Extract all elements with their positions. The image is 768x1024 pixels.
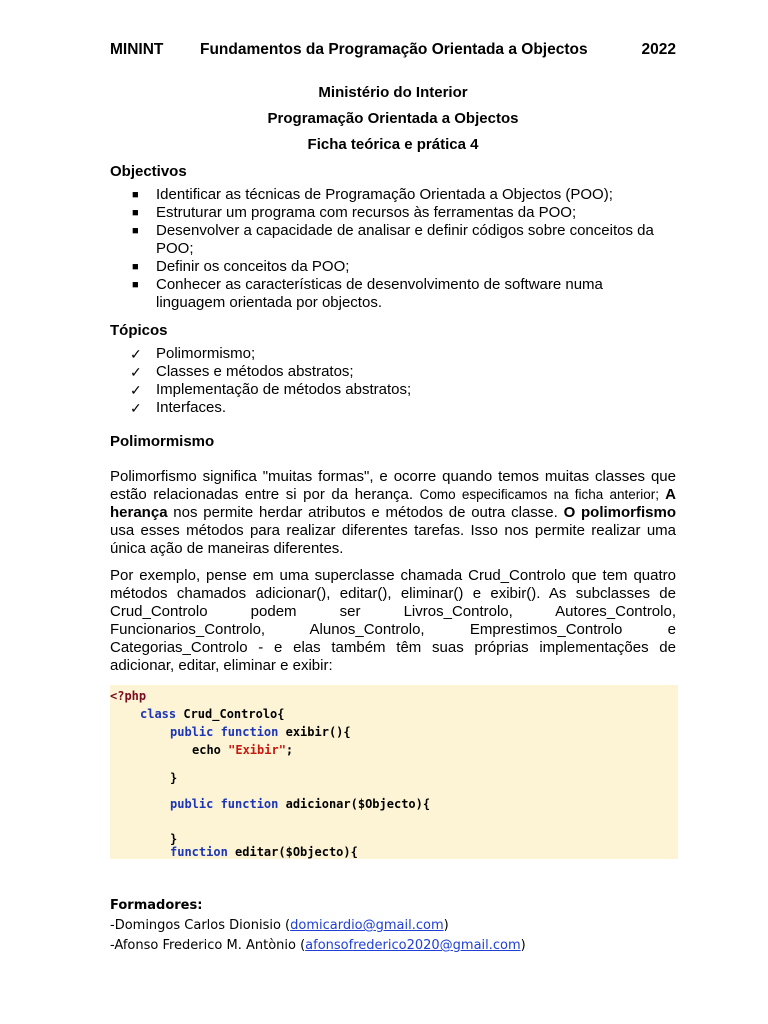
list-item: ■ Definir os conceitos da POO; [132, 258, 350, 275]
list-item: ■ Estruturar um programa com recursos às ferramentas da POO; [132, 204, 577, 221]
trainer-2: -Afonso Frederico M. Antònio (afonsofrederico2020@gmail.com) [110, 938, 526, 953]
list-item: ✓ Polimormismo; [130, 345, 256, 362]
checkmark-icon: ✓ [130, 400, 142, 416]
list-item: ■ Desenvolver a capacidade de analisar e definir códigos sobre conceitos da POO; [132, 222, 654, 257]
polymorphism-paragraph-2: Por exemplo, pense em uma superclasse chamada Crud_Controlo que tem quatro métodos chamados adicionar(), editar(), eliminar() e exibir(). As subclasses de Crud_Controlo podem ser Livros_Controlo, Autores_Controlo, Funcionarios_Controlo, Alunos_Controlo, Emprestimos_Controlo e Categorias_Controlo - e elas também têm suas próprias implementações de adicionar, editar, eliminar e exibir: [110, 567, 676, 674]
ministry-title: Ministério do Interior [318, 84, 468, 101]
list-item: ✓ Interfaces. [130, 399, 227, 416]
header-org: MININT [110, 41, 164, 58]
trainers-footer [110, 896, 676, 956]
checkmark-icon: ✓ [130, 364, 142, 380]
code-line-7: } [170, 832, 178, 846]
checkmark-icon: ✓ [130, 346, 142, 362]
trainer-1: -Domingos Carlos Dionisio (domicardio@gmail.com) [110, 918, 449, 933]
square-bullet-icon: ■ [132, 225, 139, 237]
code-line-1: <?php [110, 689, 147, 703]
code-line-6: public function adicionar($Objecto){ [170, 797, 431, 811]
square-bullet-icon: ■ [132, 207, 139, 219]
square-bullet-icon: ■ [132, 279, 139, 291]
code-line-8: function editar($Objecto){ [170, 845, 358, 859]
code-line-2: class Crud_Controlo{ [140, 707, 285, 721]
list-item: ✓ Implementação de métodos abstratos; [130, 381, 412, 398]
topics-heading: Tópicos [110, 322, 168, 339]
list-item: ■ Conhecer as características de desenvolvimento de software numa linguagem orientada por objectos. [132, 276, 603, 311]
list-item: ✓ Classes e métodos abstratos; [130, 363, 354, 380]
square-bullet-icon: ■ [132, 261, 139, 273]
code-line-3: public function exibir(){ [170, 725, 351, 739]
square-bullet-icon: ■ [132, 189, 139, 201]
document-body [110, 84, 676, 859]
code-line-5: } [170, 771, 178, 785]
polymorphism-heading: Polimormismo [110, 433, 215, 450]
trainer-2-email-link[interactable]: afonsofrederico2020@gmail.com [305, 938, 521, 953]
list-item: ■ Identificar as técnicas de Programação Orientada a Objectos (POO); [132, 186, 613, 203]
header-year: 2022 [641, 41, 676, 58]
trainers-title: Formadores: [110, 898, 203, 913]
subject-title: Programação Orientada a Objectos [267, 110, 519, 127]
checkmark-icon: ✓ [130, 382, 142, 398]
objectives-list [110, 186, 676, 312]
code-block [110, 685, 678, 859]
topics-list [110, 345, 676, 417]
code-line-4: echo "Exibir"; [192, 743, 294, 757]
trainer-1-email-link[interactable]: domicardio@gmail.com [290, 918, 444, 933]
header-course: Fundamentos da Programação Orientada a Objectos [200, 41, 588, 58]
objectives-heading: Objectivos [110, 163, 187, 180]
sheet-title: Ficha teórica e prática 4 [307, 136, 479, 153]
polymorphism-paragraph-1: Polimorfismo significa "muitas formas", e ocorre quando temos muitas classes que estão relacionadas entre si por da herança. Como especificamos na ficha anterior; A herança nos permite herdar atributos e métodos de outra classe. O polimorfismo usa esses métodos para realizar diferentes tarefas. Isso nos permite realizar uma única ação de maneiras diferentes. [110, 468, 677, 557]
